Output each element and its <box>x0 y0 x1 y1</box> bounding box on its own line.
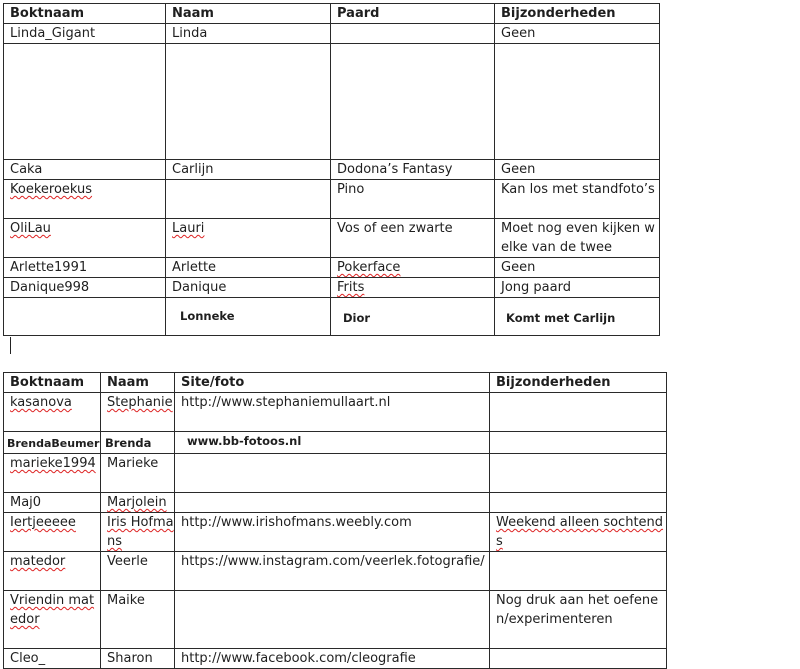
cell-text: Pokerface <box>337 260 401 275</box>
table-cell <box>175 493 490 513</box>
table-cell: Vos of een zwarte <box>331 219 495 258</box>
table-row <box>4 591 667 649</box>
table-row <box>4 649 667 669</box>
table-row <box>4 160 660 180</box>
table-cell: Dodona’s Fantasy <box>331 160 495 180</box>
column-header: Naam <box>101 373 175 393</box>
cell-text: Vriendin matedor <box>10 593 95 627</box>
table-row <box>4 552 667 591</box>
table-cell <box>4 513 101 552</box>
table-cell <box>175 454 490 493</box>
table-cell: Brenda <box>101 432 175 454</box>
table-cell: http://www.facebook.com/cleografie <box>175 649 490 669</box>
table-row <box>4 298 660 336</box>
text-cursor <box>10 337 11 354</box>
column-header: Site/foto <box>175 373 490 393</box>
table-cell: Cleo_ <box>4 649 101 669</box>
table-cell: Danique <box>166 278 331 298</box>
table-cell: Geen <box>495 160 660 180</box>
table-row <box>4 432 667 454</box>
table-row <box>4 454 667 493</box>
table-cell <box>490 393 667 432</box>
table-cell: Veerle <box>101 552 175 591</box>
cell-text: matedor <box>10 554 66 569</box>
table-cell: Lonneke <box>166 298 331 336</box>
table-cell <box>4 180 166 219</box>
table-row <box>4 258 660 278</box>
table-cell <box>4 454 101 493</box>
table-cell <box>101 513 175 552</box>
table-cell <box>331 258 495 278</box>
table-row <box>4 219 660 258</box>
table-cell: Sharon <box>101 649 175 669</box>
cell-text: marieke1994 <box>10 456 96 471</box>
table-cell: Arlette <box>166 258 331 278</box>
table-cell: http://www.stephaniemullaart.nl <box>175 393 490 432</box>
table-cell: Geen <box>495 258 660 278</box>
table-cell <box>490 493 667 513</box>
table-cell: Linda_Gigant <box>4 24 166 44</box>
cell-text: OliLau <box>10 221 51 236</box>
table-cell <box>4 393 101 432</box>
column-header: Naam <box>166 4 331 24</box>
table-cell <box>490 649 667 669</box>
table-row <box>4 493 667 513</box>
table-cell: https://www.instagram.com/veerlek.fotografie/ <box>175 552 490 591</box>
table-cell <box>4 219 166 258</box>
table-cell: Maike <box>101 591 175 649</box>
table-cell <box>101 493 175 513</box>
table-cell: Danique998 <box>4 278 166 298</box>
table-row <box>4 393 667 432</box>
table-header-row <box>4 373 667 393</box>
table-cell <box>4 552 101 591</box>
table-cell <box>101 393 175 432</box>
table-row <box>4 24 660 44</box>
table-cell: Carlijn <box>166 160 331 180</box>
table-cell <box>490 552 667 591</box>
cell-text: Iris Hofmans <box>107 515 174 549</box>
table-cell: www.bb-fotoos.nl <box>175 432 490 454</box>
table-row <box>4 513 667 552</box>
table-row <box>4 180 660 219</box>
table-cell: Caka <box>4 160 166 180</box>
column-header: Bijzonderheden <box>490 373 667 393</box>
table-row <box>4 44 660 160</box>
table-cell: Nog druk aan het oefenen/experimenteren <box>490 591 667 649</box>
table-header-row <box>4 4 660 24</box>
cell-text: Iertjeeeee <box>10 515 76 530</box>
cell-text: Stephanie <box>107 395 173 410</box>
table-cell: Arlette1991 <box>4 258 166 278</box>
table-row <box>4 278 660 298</box>
cell-text: Lauri <box>172 221 205 236</box>
cell-text: Frits <box>337 280 365 295</box>
table-cell <box>331 44 495 160</box>
table-cell <box>4 591 101 649</box>
column-header: Bijzonderheden <box>495 4 660 24</box>
table-cell <box>175 591 490 649</box>
table-cell: BrendaBeumer <box>4 432 101 454</box>
column-header: Boktnaam <box>4 373 101 393</box>
table-cell <box>166 44 331 160</box>
table-cell <box>490 513 667 552</box>
table-cell <box>4 44 166 160</box>
table-cell: Dior <box>331 298 495 336</box>
table-cell <box>495 44 660 160</box>
table-cell: Marieke <box>101 454 175 493</box>
table-cell <box>490 454 667 493</box>
table-cell <box>166 219 331 258</box>
table-cell: http://www.irishofmans.weebly.com <box>175 513 490 552</box>
cell-text: Koekeroekus <box>10 182 93 197</box>
table-cell: Geen <box>495 24 660 44</box>
cell-text: Weekend alleen sochtends <box>496 515 664 549</box>
table-cell <box>4 298 166 336</box>
table-cell: Linda <box>166 24 331 44</box>
cell-text: kasanova <box>10 395 72 410</box>
table-cell <box>331 24 495 44</box>
column-header: Paard <box>331 4 495 24</box>
table-cell: Jong paard <box>495 278 660 298</box>
table-cell: Maj0 <box>4 493 101 513</box>
table-cell: Moet nog even kijken welke van de twee <box>495 219 660 258</box>
table-cell: Komt met Carlijn <box>495 298 660 336</box>
table-cell <box>490 432 667 454</box>
table-cell: Pino <box>331 180 495 219</box>
table-cell <box>166 180 331 219</box>
boktnaam-site-table <box>3 372 667 669</box>
table-cell <box>331 278 495 298</box>
cell-text: Marjolein <box>107 495 167 510</box>
table-cell: Kan los met standfoto’s <box>495 180 660 219</box>
boktnaam-paard-table <box>3 3 660 336</box>
column-header: Boktnaam <box>4 4 166 24</box>
